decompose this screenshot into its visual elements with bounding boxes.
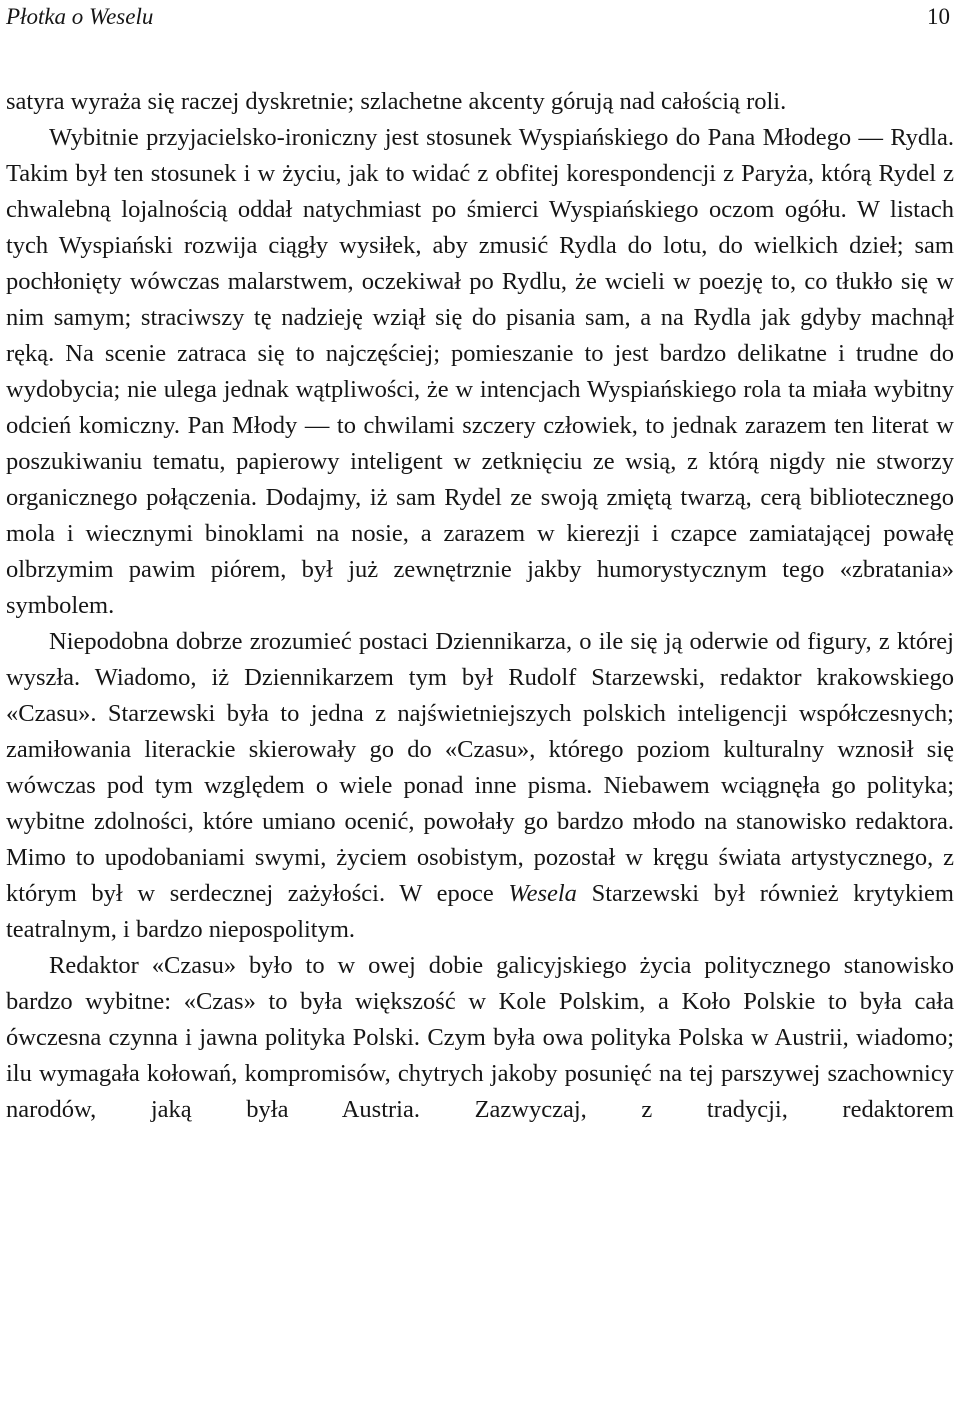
paragraph-2: Wybitnie przyjacielsko-ironiczny jest stosunek Wyspiańskiego do Pana Młodego — Rydla. Takim był ten stosunek i w życiu, jak to widać z obfitej korespondencji z Paryża, którą Rydel z chwalebną lojalnością oddał natychmiast po śmierci Wyspiańskiego oczom ogółu. W listach tych Wyspiański rozwija ciągły wysiłek, aby zmusić Rydla do lotu, do wielkich dzieł; sam pochłonięty wówczas malarstwem, oczekiwał po Rydlu, że wcieli w poezję to, co tłukło się w nim samym; straciwszy tę nadzieję wziął się do pisania sam, a na Rydla jak gdyby machnął ręką. Na scenie zatraca się to najczęściej; pomieszanie to jest bardzo delikatne i trudne do wydobycia; nie ulega jednak wątpliwości, że w intencjach Wyspiańskiego rola ta miała wybitny odcień komiczny. Pan Młody — to chwilami szczery człowiek, to jednak zarazem ten literat w poszukiwaniu tematu, papierowy inteligent w zetknięciu ze wsią, z którą nigdy nie stworzy organicznego połączenia. Dodajmy, iż sam Rydel ze swoją zmiętą twarzą, cerą bibliotecznego mola i wiecznymi binoklami na nosie, a zarazem w kierezji i czapce zamiatającej powałę olbrzymim pawim piórem, był już zewnętrznie jakby humorystycznym tego «zbratania» symbolem. (6, 124, 954, 619)
running-header (6, 2, 950, 32)
italic-title-wesela: Wesela (508, 880, 577, 907)
paragraph-1: satyra wyraża się raczej dyskretnie; szlachetne akcenty górują nad całością roli. (6, 88, 787, 115)
running-title: Płotka o Weselu (6, 4, 154, 29)
page-number: 10 (927, 4, 950, 29)
paragraph-3-text-before: Niepodobna dobrze zrozumieć postaci Dziennikarza, o ile się ją oderwie od figury, z której wyszła. Wiadomo, iż Dziennikarzem tym był Rudolf Starzewski, redaktor krakowskiego «Czasu». Starzewski była to jedna z najświetniejszych polskich inteligencji współczesnych; zamiłowania literackie skierowały go do «Czasu», którego poziom kulturalny wznosił się wówczas pod tym względem o wiele ponad inne pisma. Niebawem wciągnęła go polityka; wybitne zdolności, które umiano ocenić, powołały go bardzo młodo na stanowisko redaktora. Mimo to upodobaniami swymi, życiem osobistym, pozostał w kręgu świata artystycznego, z którym był w serdecznej zażyłości. W epoce (6, 628, 954, 907)
paragraph-4: Redaktor «Czasu» było to w owej dobie galicyjskiego życia politycznego stanowisko bardzo wybitne: «Czas» to była większość w Kole Polskim, a Koło Polskie to była cała ówczesna czynna i jawna polityka Polski. Czym była owa polityka Polska w Austrii, wiadomo; ilu wymagała kołowań, kompromisów, chytrych jakoby posunięć na tej parszywej szachownicy narodów, jaką była Austria. Zazwyczaj, z tradycji, redaktorem (6, 952, 954, 1123)
paragraph-3 (6, 624, 954, 948)
paragraph-3-text-after: Starzewski był również krytykiem teatralnym, i bardzo niepospolitym. (6, 880, 954, 943)
body-text (6, 84, 954, 1128)
